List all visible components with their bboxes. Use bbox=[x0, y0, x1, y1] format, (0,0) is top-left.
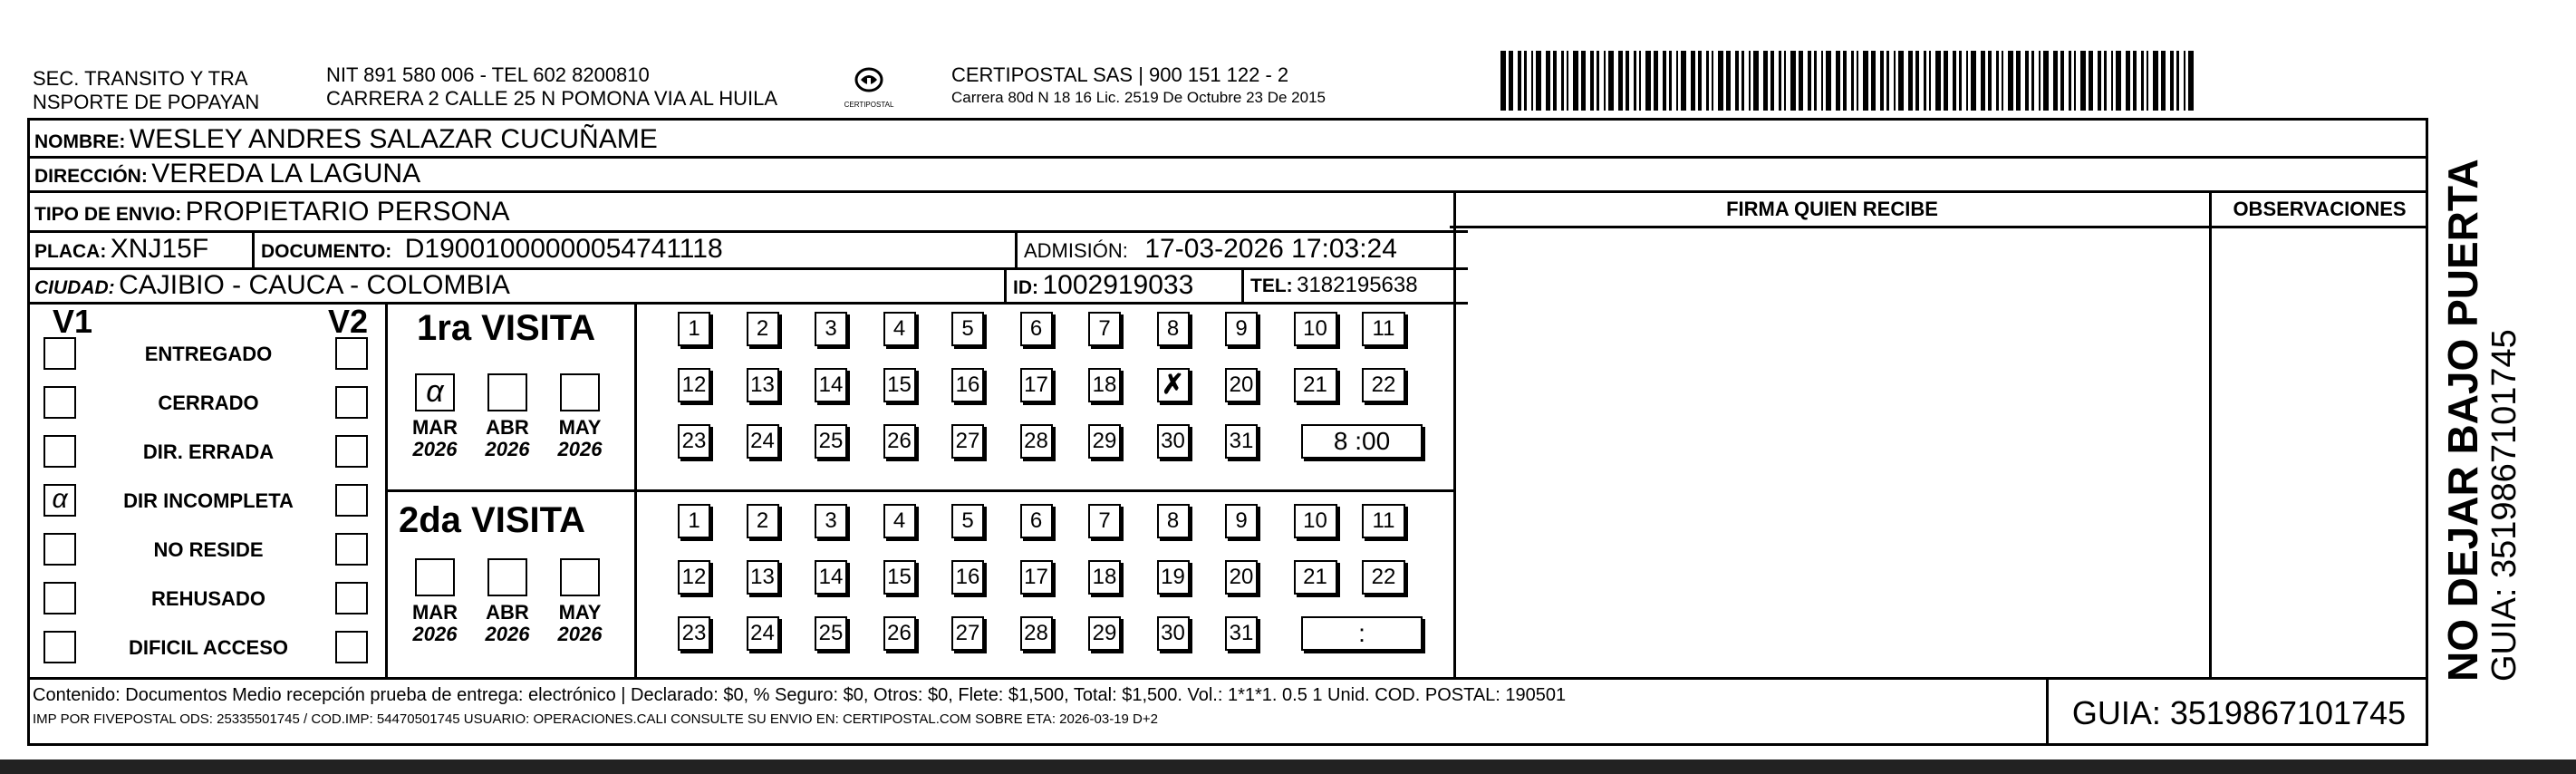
barcode-bar bbox=[2126, 51, 2130, 111]
courier-line-1: CERTIPOSTAL SAS | 900 151 122 - 2 bbox=[951, 63, 1289, 86]
first-day-box[interactable]: 6 bbox=[1020, 312, 1053, 346]
no-dejar-text: NO DEJAR BAJO PUERTA bbox=[2439, 159, 2486, 682]
month-label: MAY 2026 bbox=[557, 416, 603, 460]
second-day-box[interactable]: 20 bbox=[1225, 560, 1258, 595]
barcode-bar bbox=[1863, 51, 1868, 111]
first-visit-title: 1ra VISITA bbox=[417, 308, 596, 348]
barcode-bar bbox=[2116, 51, 2121, 111]
barcode-bar bbox=[2170, 51, 2174, 111]
second-day-box[interactable]: 23 bbox=[678, 616, 710, 651]
side-notice bbox=[2439, 159, 2523, 682]
placa-label: PLACA: bbox=[34, 241, 107, 262]
tipo-envio-label: TIPO DE ENVIO: bbox=[34, 204, 182, 225]
signature-area[interactable] bbox=[1455, 228, 2209, 676]
barcode-bar bbox=[2008, 51, 2013, 111]
first-day-box[interactable]: 7 bbox=[1088, 312, 1121, 346]
barcode-bar bbox=[1618, 51, 1623, 111]
first-month-checkbox[interactable] bbox=[560, 373, 600, 411]
barcode-bar bbox=[2141, 51, 2144, 111]
address-line: CARRERA 2 CALLE 25 N POMONA VIA AL HUILA bbox=[326, 87, 778, 110]
barcode-bar bbox=[1808, 51, 1811, 111]
v2-checkbox[interactable] bbox=[335, 631, 368, 663]
first-day-box[interactable]: 20 bbox=[1225, 368, 1258, 402]
barcode-bar bbox=[2111, 51, 2113, 111]
barcode-bar bbox=[1524, 51, 1527, 111]
barcode-bar bbox=[1536, 51, 1541, 111]
barcode-bar bbox=[1573, 51, 1578, 111]
second-day-box[interactable]: 7 bbox=[1088, 504, 1121, 538]
barcode-bar bbox=[2147, 51, 2148, 111]
month-label: MAR 2026 bbox=[411, 416, 458, 460]
second-day-box[interactable]: 8 bbox=[1157, 504, 1190, 538]
month-label: MAR 2026 bbox=[411, 601, 458, 645]
barcode-bar bbox=[1749, 51, 1751, 111]
first-day-box[interactable]: 9 bbox=[1225, 312, 1258, 346]
second-day-box[interactable]: 31 bbox=[1225, 616, 1258, 651]
second-time-box[interactable]: : bbox=[1301, 616, 1423, 651]
barcode-bar bbox=[1935, 51, 1941, 111]
second-day-box[interactable]: 19 bbox=[1157, 560, 1190, 595]
barcode-bar bbox=[1553, 51, 1557, 111]
barcode-bar bbox=[2074, 51, 2076, 111]
first-day-box[interactable]: 30 bbox=[1157, 424, 1190, 459]
tel-value: 3182195638 bbox=[1297, 273, 1418, 297]
barcode-bar bbox=[2098, 51, 2101, 111]
tel-divider bbox=[1241, 268, 1244, 303]
barcode-bar bbox=[1567, 51, 1568, 111]
v1-checkbox[interactable]: α bbox=[43, 484, 76, 517]
first-day-box[interactable]: 21 bbox=[1294, 368, 1337, 402]
barcode-bar bbox=[2176, 51, 2179, 111]
side-guia-text: GUIA: 3519867101745 bbox=[2485, 329, 2523, 682]
tel-label: TEL: bbox=[1250, 276, 1293, 296]
barcode-bar bbox=[1663, 51, 1666, 111]
barcode-bar bbox=[2153, 51, 2158, 111]
barcode-bar bbox=[1880, 51, 1884, 111]
id-value: 1002919033 bbox=[1042, 270, 1194, 300]
barcode-bar bbox=[1799, 51, 1803, 111]
first-day-box[interactable]: 17 bbox=[1020, 368, 1053, 402]
barcode-bar bbox=[2002, 51, 2003, 111]
first-time-box[interactable]: 8 :00 bbox=[1301, 424, 1423, 459]
second-day-box[interactable]: 16 bbox=[951, 560, 984, 595]
status-label: DIFICIL ACCESO bbox=[128, 636, 288, 659]
barcode-bar bbox=[1735, 51, 1739, 111]
first-day-box[interactable]: 10 bbox=[1294, 312, 1337, 346]
barcode-bar bbox=[1518, 51, 1521, 111]
agency-contact bbox=[326, 63, 777, 111]
barcode-bar bbox=[1857, 51, 1858, 111]
second-month-checkbox[interactable] bbox=[487, 558, 527, 596]
nombre-label: NOMBRE: bbox=[34, 131, 126, 152]
second-day-box[interactable]: 13 bbox=[747, 560, 779, 595]
barcode-bar bbox=[1924, 51, 1926, 111]
barcode-bar bbox=[1681, 51, 1686, 111]
first-day-box[interactable]: 5 bbox=[951, 312, 984, 346]
second-day-box[interactable]: 6 bbox=[1020, 504, 1053, 538]
barcode-bar bbox=[1645, 51, 1651, 111]
barcode-bar bbox=[1851, 51, 1854, 111]
barcode-bar bbox=[1639, 51, 1641, 111]
nombre-value: WESLEY ANDRES SALAZAR CUCUÑAME bbox=[129, 124, 658, 154]
v2-checkbox[interactable] bbox=[335, 533, 368, 566]
barcode-bar bbox=[2016, 51, 2021, 111]
id-label: ID: bbox=[1013, 277, 1038, 298]
barcode-bar bbox=[2161, 51, 2166, 111]
scan-edge bbox=[0, 759, 2576, 774]
barcode-bar bbox=[1546, 51, 1550, 111]
barcode-bar bbox=[2039, 51, 2041, 111]
first-day-box[interactable]: 29 bbox=[1088, 424, 1121, 459]
v2-checkbox[interactable] bbox=[335, 435, 368, 468]
barcode-bar bbox=[1634, 51, 1636, 111]
second-day-box[interactable]: 26 bbox=[883, 616, 916, 651]
barcode-bar bbox=[2184, 51, 2185, 111]
barcode-bar bbox=[1590, 51, 1594, 111]
placa-value: XNJ15F bbox=[110, 234, 209, 264]
first-day-box[interactable]: 16 bbox=[951, 368, 984, 402]
first-day-box[interactable]: 22 bbox=[1362, 368, 1405, 402]
first-day-box[interactable]: 12 bbox=[678, 368, 710, 402]
direccion-value: VEREDA LA LAGUNA bbox=[151, 159, 421, 189]
first-day-box[interactable]: 4 bbox=[883, 312, 916, 346]
first-day-box[interactable]: 18 bbox=[1088, 368, 1121, 402]
barcode-bar bbox=[1779, 51, 1781, 111]
second-day-box[interactable]: 4 bbox=[883, 504, 916, 538]
tipo-envio-row bbox=[34, 196, 510, 233]
barcode-bar bbox=[1944, 51, 1948, 111]
barcode-bar bbox=[1718, 51, 1723, 111]
firma-header: FIRMA QUIEN RECIBE bbox=[1726, 198, 1938, 220]
courier-info bbox=[951, 63, 1326, 109]
ciudad-row bbox=[34, 269, 510, 306]
id-row bbox=[1013, 269, 1193, 306]
second-day-box[interactable]: 24 bbox=[747, 616, 779, 651]
second-day-box[interactable]: 3 bbox=[815, 504, 847, 538]
v2-checkbox[interactable] bbox=[335, 386, 368, 419]
admision-row bbox=[1024, 233, 1397, 270]
documento-value: D19001000000054741118 bbox=[404, 234, 723, 264]
status-label: REHUSADO bbox=[151, 587, 265, 610]
barcode-bar bbox=[1726, 51, 1731, 111]
first-day-box[interactable]: 27 bbox=[951, 424, 984, 459]
first-day-box[interactable]: 25 bbox=[815, 424, 847, 459]
barcode-bar bbox=[2060, 51, 2064, 111]
barcode-bar bbox=[1821, 51, 1823, 111]
month-label: MAY 2026 bbox=[557, 601, 603, 645]
placa-divider bbox=[252, 232, 255, 268]
v2-checkbox[interactable] bbox=[335, 484, 368, 517]
barcode-bar bbox=[1971, 51, 1976, 111]
barcode-bar bbox=[1500, 51, 1506, 111]
barcode-bar bbox=[1597, 51, 1599, 111]
barcode-bar bbox=[1981, 51, 1985, 111]
first-day-box[interactable]: 8 bbox=[1157, 312, 1190, 346]
status-label: NO RESIDE bbox=[153, 538, 264, 561]
footer-line-2: IMP POR FIVEPOSTAL ODS: 25335501745 / COD.IMP: 54470501745 USUARIO: OPERACIONES.CALI CONSULTE SU ENVIO EN: CERTIPOSTAL.COM SOBRE ETA: 2026-03-19 D+2 bbox=[33, 711, 1158, 727]
barcode-bar bbox=[1706, 51, 1709, 111]
documento-label: DOCUMENTO: bbox=[261, 241, 392, 262]
barcode-bar bbox=[1966, 51, 1968, 111]
barcode-bar bbox=[1691, 51, 1695, 111]
barcode-bar bbox=[1561, 51, 1564, 111]
barcode-bar bbox=[1915, 51, 1919, 111]
barcode-bar bbox=[1871, 51, 1876, 111]
v1-checkbox[interactable] bbox=[43, 337, 76, 370]
barcode-bar bbox=[1770, 51, 1774, 111]
nombre-row bbox=[34, 123, 658, 160]
agency-name bbox=[33, 67, 259, 114]
barcode-bar bbox=[1929, 51, 1931, 111]
second-day-box[interactable]: 14 bbox=[815, 560, 847, 595]
barcode-bar bbox=[1509, 51, 1513, 111]
second-day-box[interactable]: 17 bbox=[1020, 560, 1053, 595]
first-day-box[interactable]: 24 bbox=[747, 424, 779, 459]
barcode-bar bbox=[1894, 51, 1896, 111]
first-day-box[interactable]: 2 bbox=[747, 312, 779, 346]
observations-area[interactable] bbox=[2212, 228, 2427, 676]
barcode-bar bbox=[2025, 51, 2029, 111]
footer-line-1: Contenido: Documentos Medio recepción prueba de entrega: electrónico | Declarado: $0, % Seguro: $0, Otros: $0, Flete: $1,500, Total: $1,500. Vol.: 1*1*1. 0.5 1 Unid. COD. POSTAL: 190501 bbox=[33, 685, 1567, 705]
second-day-box[interactable]: 30 bbox=[1157, 616, 1190, 651]
barcode-bar bbox=[1608, 51, 1614, 111]
second-day-box[interactable]: 12 bbox=[678, 560, 710, 595]
v2-checkbox[interactable] bbox=[335, 337, 368, 370]
barcode-bar bbox=[1581, 51, 1586, 111]
barcode-bar bbox=[1698, 51, 1702, 111]
agency-line-1: SEC. TRANSITO Y TRA bbox=[33, 67, 248, 90]
second-day-box[interactable]: 18 bbox=[1088, 560, 1121, 595]
first-day-box[interactable]: 31 bbox=[1225, 424, 1258, 459]
admision-label: ADMISIÓN: bbox=[1024, 239, 1128, 262]
barcode-bar bbox=[1843, 51, 1847, 111]
barcode-bar bbox=[1604, 51, 1606, 111]
first-day-box[interactable]: 28 bbox=[1020, 424, 1053, 459]
barcode-bar bbox=[1790, 51, 1796, 111]
first-month-checkbox[interactable]: α bbox=[415, 373, 455, 411]
barcode-bar bbox=[1741, 51, 1744, 111]
v1-checkbox[interactable] bbox=[43, 631, 76, 663]
svg-text:CERTIPOSTAL: CERTIPOSTAL bbox=[844, 101, 894, 109]
barcode-bar bbox=[2133, 51, 2137, 111]
tipo-envio-value: PROPIETARIO PERSONA bbox=[185, 197, 510, 227]
second-day-box[interactable]: 25 bbox=[815, 616, 847, 651]
barcode-bar bbox=[1753, 51, 1759, 111]
v1-checkbox[interactable] bbox=[43, 533, 76, 566]
barcode-bar bbox=[1988, 51, 1992, 111]
barcode-bar bbox=[1654, 51, 1658, 111]
v2-checkbox[interactable] bbox=[335, 582, 368, 614]
barcode-bar bbox=[2043, 51, 2049, 111]
second-day-box[interactable]: 11 bbox=[1362, 504, 1405, 538]
barcode-bar bbox=[1959, 51, 1962, 111]
placa-row bbox=[34, 233, 208, 270]
tel-row bbox=[1250, 269, 1418, 305]
barcode-bar bbox=[1814, 51, 1817, 111]
direccion-label: DIRECCIÓN: bbox=[34, 166, 148, 187]
barcode-bar bbox=[2031, 51, 2034, 111]
second-day-box[interactable]: 22 bbox=[1362, 560, 1405, 595]
second-day-box[interactable]: 2 bbox=[747, 504, 779, 538]
barcode-bar bbox=[1886, 51, 1889, 111]
barcode-bar bbox=[2069, 51, 2071, 111]
second-day-box[interactable]: 28 bbox=[1020, 616, 1053, 651]
footer-info bbox=[33, 682, 2035, 730]
first-day-box[interactable]: 13 bbox=[747, 368, 779, 402]
first-day-box[interactable]: 1 bbox=[678, 312, 710, 346]
v1-checkbox[interactable] bbox=[43, 582, 76, 614]
second-month-checkbox[interactable] bbox=[415, 558, 455, 596]
certipostal-logo bbox=[837, 65, 901, 112]
first-day-box[interactable]: 15 bbox=[883, 368, 916, 402]
ciudad-label: CIUDAD: bbox=[34, 277, 115, 298]
admision-divider bbox=[1015, 232, 1018, 268]
v1-checkbox[interactable] bbox=[43, 386, 76, 419]
first-day-box[interactable]: 11 bbox=[1362, 312, 1405, 346]
barcode bbox=[1500, 51, 2202, 111]
barcode-bar bbox=[2089, 51, 2093, 111]
month-label: ABR 2026 bbox=[485, 416, 530, 460]
second-day-box[interactable]: 27 bbox=[951, 616, 984, 651]
second-day-box[interactable]: 1 bbox=[678, 504, 710, 538]
second-day-box[interactable]: 21 bbox=[1294, 560, 1337, 595]
v1-header: V1 bbox=[53, 303, 93, 340]
barcode-bar bbox=[1669, 51, 1672, 111]
barcode-bar bbox=[1763, 51, 1768, 111]
visit-divider bbox=[385, 489, 1454, 492]
barcode-bar bbox=[1784, 51, 1786, 111]
footer-divider-v bbox=[2046, 678, 2049, 745]
v1-checkbox[interactable] bbox=[43, 435, 76, 468]
barcode-bar bbox=[2104, 51, 2107, 111]
barcode-bar bbox=[1531, 51, 1533, 111]
ciudad-value: CAJIBIO - CAUCA - COLOMBIA bbox=[119, 270, 510, 300]
status-label: CERRADO bbox=[158, 392, 259, 414]
first-day-box[interactable]: ✗ bbox=[1157, 368, 1190, 402]
documento-row bbox=[261, 233, 723, 270]
footer-guia: GUIA: 3519867101745 bbox=[2071, 694, 2407, 731]
second-month-checkbox[interactable] bbox=[560, 558, 600, 596]
second-day-box[interactable]: 10 bbox=[1294, 504, 1337, 538]
first-day-box[interactable]: 14 bbox=[815, 368, 847, 402]
second-day-box[interactable]: 15 bbox=[883, 560, 916, 595]
barcode-bar bbox=[1626, 51, 1629, 111]
barcode-bar bbox=[1712, 51, 1713, 111]
courier-line-2: Carrera 80d N 18 16 Lic. 2519 De Octubre 23 De 2015 bbox=[951, 89, 1326, 106]
first-month-checkbox[interactable] bbox=[487, 373, 527, 411]
id-divider bbox=[1004, 268, 1007, 303]
barcode-bar bbox=[2080, 51, 2086, 111]
direccion-row bbox=[34, 158, 420, 195]
month-label: ABR 2026 bbox=[485, 601, 530, 645]
second-visit-title: 2da VISITA bbox=[399, 500, 585, 540]
second-day-box[interactable]: 5 bbox=[951, 504, 984, 538]
first-day-box[interactable]: 26 bbox=[883, 424, 916, 459]
second-day-box[interactable]: 29 bbox=[1088, 616, 1121, 651]
nit-line: NIT 891 580 006 - TEL 602 8200810 bbox=[326, 63, 650, 86]
status-label: DIR INCOMPLETA bbox=[123, 489, 294, 512]
first-day-box[interactable]: 3 bbox=[815, 312, 847, 346]
barcode-bar bbox=[1908, 51, 1913, 111]
barcode-bar bbox=[1996, 51, 1999, 111]
barcode-bar bbox=[1826, 51, 1831, 111]
v2-header: V2 bbox=[328, 303, 369, 340]
barcode-bar bbox=[1898, 51, 1904, 111]
barcode-bar bbox=[1676, 51, 1678, 111]
barcode-bar bbox=[2188, 51, 2194, 111]
status-label: DIR. ERRADA bbox=[142, 440, 275, 463]
barcode-bar bbox=[1836, 51, 1840, 111]
barcode-bar bbox=[1953, 51, 1956, 111]
admision-value: 17-03-2026 17:03:24 bbox=[1144, 234, 1397, 264]
barcode-bar bbox=[2053, 51, 2058, 111]
second-day-box[interactable]: 9 bbox=[1225, 504, 1258, 538]
status-label: ENTREGADO bbox=[144, 343, 273, 365]
observaciones-header: OBSERVACIONES bbox=[2233, 198, 2407, 220]
first-day-box[interactable]: 23 bbox=[678, 424, 710, 459]
agency-line-2: NSPORTE DE POPAYAN bbox=[33, 91, 260, 113]
